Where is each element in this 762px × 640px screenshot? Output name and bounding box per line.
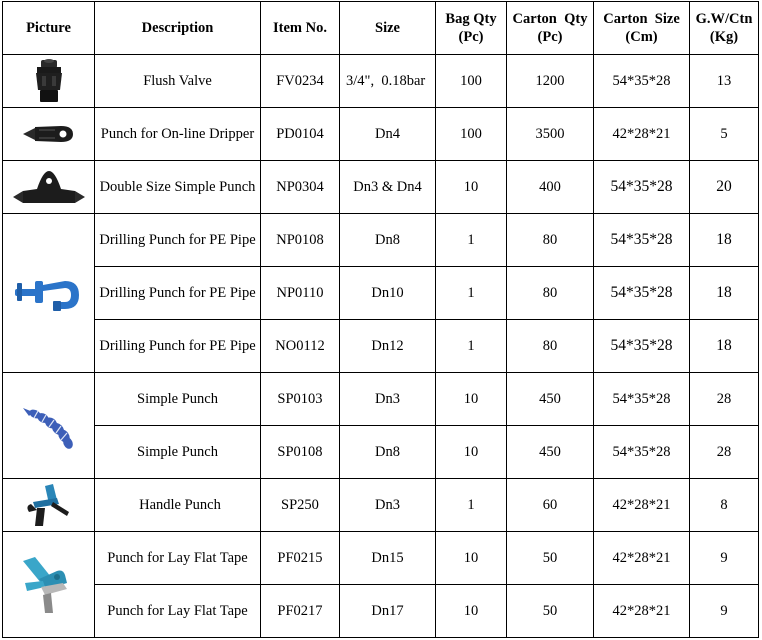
item-no-cell: NP0304 [261, 161, 340, 214]
header-bag-qty [436, 2, 507, 55]
carton-qty-cell: 80 [507, 320, 594, 373]
carton-qty-cell: 80 [507, 267, 594, 320]
double-punch-icon [11, 167, 87, 207]
item-no-cell: PF0215 [261, 532, 340, 585]
table-row [3, 479, 759, 532]
table-row [3, 267, 759, 320]
picture-cell [3, 214, 95, 373]
gw-cell: 18 [690, 320, 759, 373]
header-bag-qty-line1: Bag Qty [445, 11, 497, 27]
item-no-cell: NP0108 [261, 214, 340, 267]
carton-size-cell: 42*28*21 [594, 585, 690, 638]
handle-punch-icon [23, 482, 75, 528]
item-no-cell: PF0217 [261, 585, 340, 638]
size-cell: Dn8 [340, 214, 436, 267]
description-cell: Punch for Lay Flat Tape [95, 532, 261, 585]
size-cell: Dn8 [340, 426, 436, 479]
size-cell: Dn3 & Dn4 [340, 161, 436, 214]
picture-cell [3, 55, 95, 108]
bag-qty-cell: 1 [436, 479, 507, 532]
carton-qty-cell: 450 [507, 373, 594, 426]
picture-cell [3, 479, 95, 532]
item-no-cell: SP250 [261, 479, 340, 532]
bag-qty-cell: 1 [436, 320, 507, 373]
table-row [3, 532, 759, 585]
carton-size-cell: 54*35*28 [594, 426, 690, 479]
carton-size-cell: 42*28*21 [594, 479, 690, 532]
carton-qty-cell: 450 [507, 426, 594, 479]
size-cell: Dn10 [340, 267, 436, 320]
carton-qty-cell: 60 [507, 479, 594, 532]
description-cell: Punch for Lay Flat Tape [95, 585, 261, 638]
carton-qty-cell: 3500 [507, 108, 594, 161]
carton-size-cell: 54*35*28 [594, 55, 690, 108]
header-carton-qty [507, 2, 594, 55]
table-row [3, 55, 759, 108]
gw-cell: 28 [690, 426, 759, 479]
header-carton-size-line2: (Cm) [625, 29, 658, 45]
carton-size-cell: 54*35*28 [594, 320, 690, 373]
bag-qty-cell: 100 [436, 108, 507, 161]
description-cell: Drilling Punch for PE Pipe [95, 214, 261, 267]
item-no-cell: NP0110 [261, 267, 340, 320]
gw-cell: 8 [690, 479, 759, 532]
size-cell: Dn4 [340, 108, 436, 161]
gw-cell: 18 [690, 267, 759, 320]
size-cell: Dn17 [340, 585, 436, 638]
item-no-cell: SP0103 [261, 373, 340, 426]
description-cell: Punch for On-line Dripper [95, 108, 261, 161]
header-carton-size-line1: Carton Size [603, 11, 680, 27]
item-no-cell: FV0234 [261, 55, 340, 108]
header-row [3, 2, 759, 55]
carton-size-cell: 54*35*28 [594, 373, 690, 426]
simple-punch-icon [19, 402, 79, 450]
header-item-no: Item No. [261, 2, 340, 55]
carton-qty-cell: 400 [507, 161, 594, 214]
gw-cell: 9 [690, 585, 759, 638]
header-bag-qty-line2: (Pc) [458, 29, 484, 45]
bag-qty-cell: 100 [436, 55, 507, 108]
lay-flat-punch-icon [17, 553, 81, 617]
carton-size-cell: 54*35*28 [594, 267, 690, 320]
header-gw-ctn-line2: (Kg) [709, 29, 739, 45]
carton-qty-cell: 50 [507, 532, 594, 585]
header-picture: Picture [3, 2, 95, 55]
bag-qty-cell: 10 [436, 532, 507, 585]
carton-qty-cell: 1200 [507, 55, 594, 108]
gw-cell: 13 [690, 55, 759, 108]
description-cell: Handle Punch [95, 479, 261, 532]
table-row [3, 373, 759, 426]
flush-valve-icon [29, 58, 69, 104]
bag-qty-cell: 1 [436, 267, 507, 320]
header-carton-size [594, 2, 690, 55]
description-cell: Simple Punch [95, 373, 261, 426]
item-no-cell: SP0108 [261, 426, 340, 479]
description-cell: Drilling Punch for PE Pipe [95, 267, 261, 320]
picture-cell [3, 108, 95, 161]
size-cell: Dn3 [340, 479, 436, 532]
carton-qty-cell: 80 [507, 214, 594, 267]
product-spec-table [2, 1, 759, 638]
bag-qty-cell: 10 [436, 426, 507, 479]
gw-cell: 18 [690, 214, 759, 267]
picture-cell [3, 532, 95, 638]
drilling-punch-icon [13, 271, 85, 315]
size-cell: Dn15 [340, 532, 436, 585]
description-cell: Double Size Simple Punch [95, 161, 261, 214]
description-cell: Simple Punch [95, 426, 261, 479]
carton-qty-cell: 50 [507, 585, 594, 638]
carton-size-cell: 42*28*21 [594, 108, 690, 161]
table-row [3, 320, 759, 373]
header-carton-qty-line2: (Pc) [537, 29, 563, 45]
carton-size-cell: 54*35*28 [594, 214, 690, 267]
carton-size-cell: 54*35*28 [594, 161, 690, 214]
description-cell: Flush Valve [95, 55, 261, 108]
gw-cell: 20 [690, 161, 759, 214]
header-gw-ctn [690, 2, 759, 55]
header-description: Description [95, 2, 261, 55]
description-cell: Drilling Punch for PE Pipe [95, 320, 261, 373]
header-size: Size [340, 2, 436, 55]
picture-cell [3, 161, 95, 214]
table-row [3, 161, 759, 214]
header-carton-qty-line1: Carton Qty [512, 11, 588, 27]
size-cell: 3/4", 0.18bar [340, 55, 436, 108]
item-no-cell: PD0104 [261, 108, 340, 161]
table-row [3, 108, 759, 161]
table-row [3, 214, 759, 267]
size-cell: Dn3 [340, 373, 436, 426]
gw-cell: 5 [690, 108, 759, 161]
bag-qty-cell: 1 [436, 214, 507, 267]
item-no-cell: NO0112 [261, 320, 340, 373]
header-gw-ctn-line1: G.W/Ctn [695, 11, 753, 27]
carton-size-cell: 42*28*21 [594, 532, 690, 585]
size-cell: Dn12 [340, 320, 436, 373]
gw-cell: 28 [690, 373, 759, 426]
table-row [3, 426, 759, 479]
bag-qty-cell: 10 [436, 161, 507, 214]
picture-cell [3, 373, 95, 479]
dripper-punch-icon [21, 122, 77, 146]
bag-qty-cell: 10 [436, 373, 507, 426]
table-row [3, 585, 759, 638]
gw-cell: 9 [690, 532, 759, 585]
bag-qty-cell: 10 [436, 585, 507, 638]
